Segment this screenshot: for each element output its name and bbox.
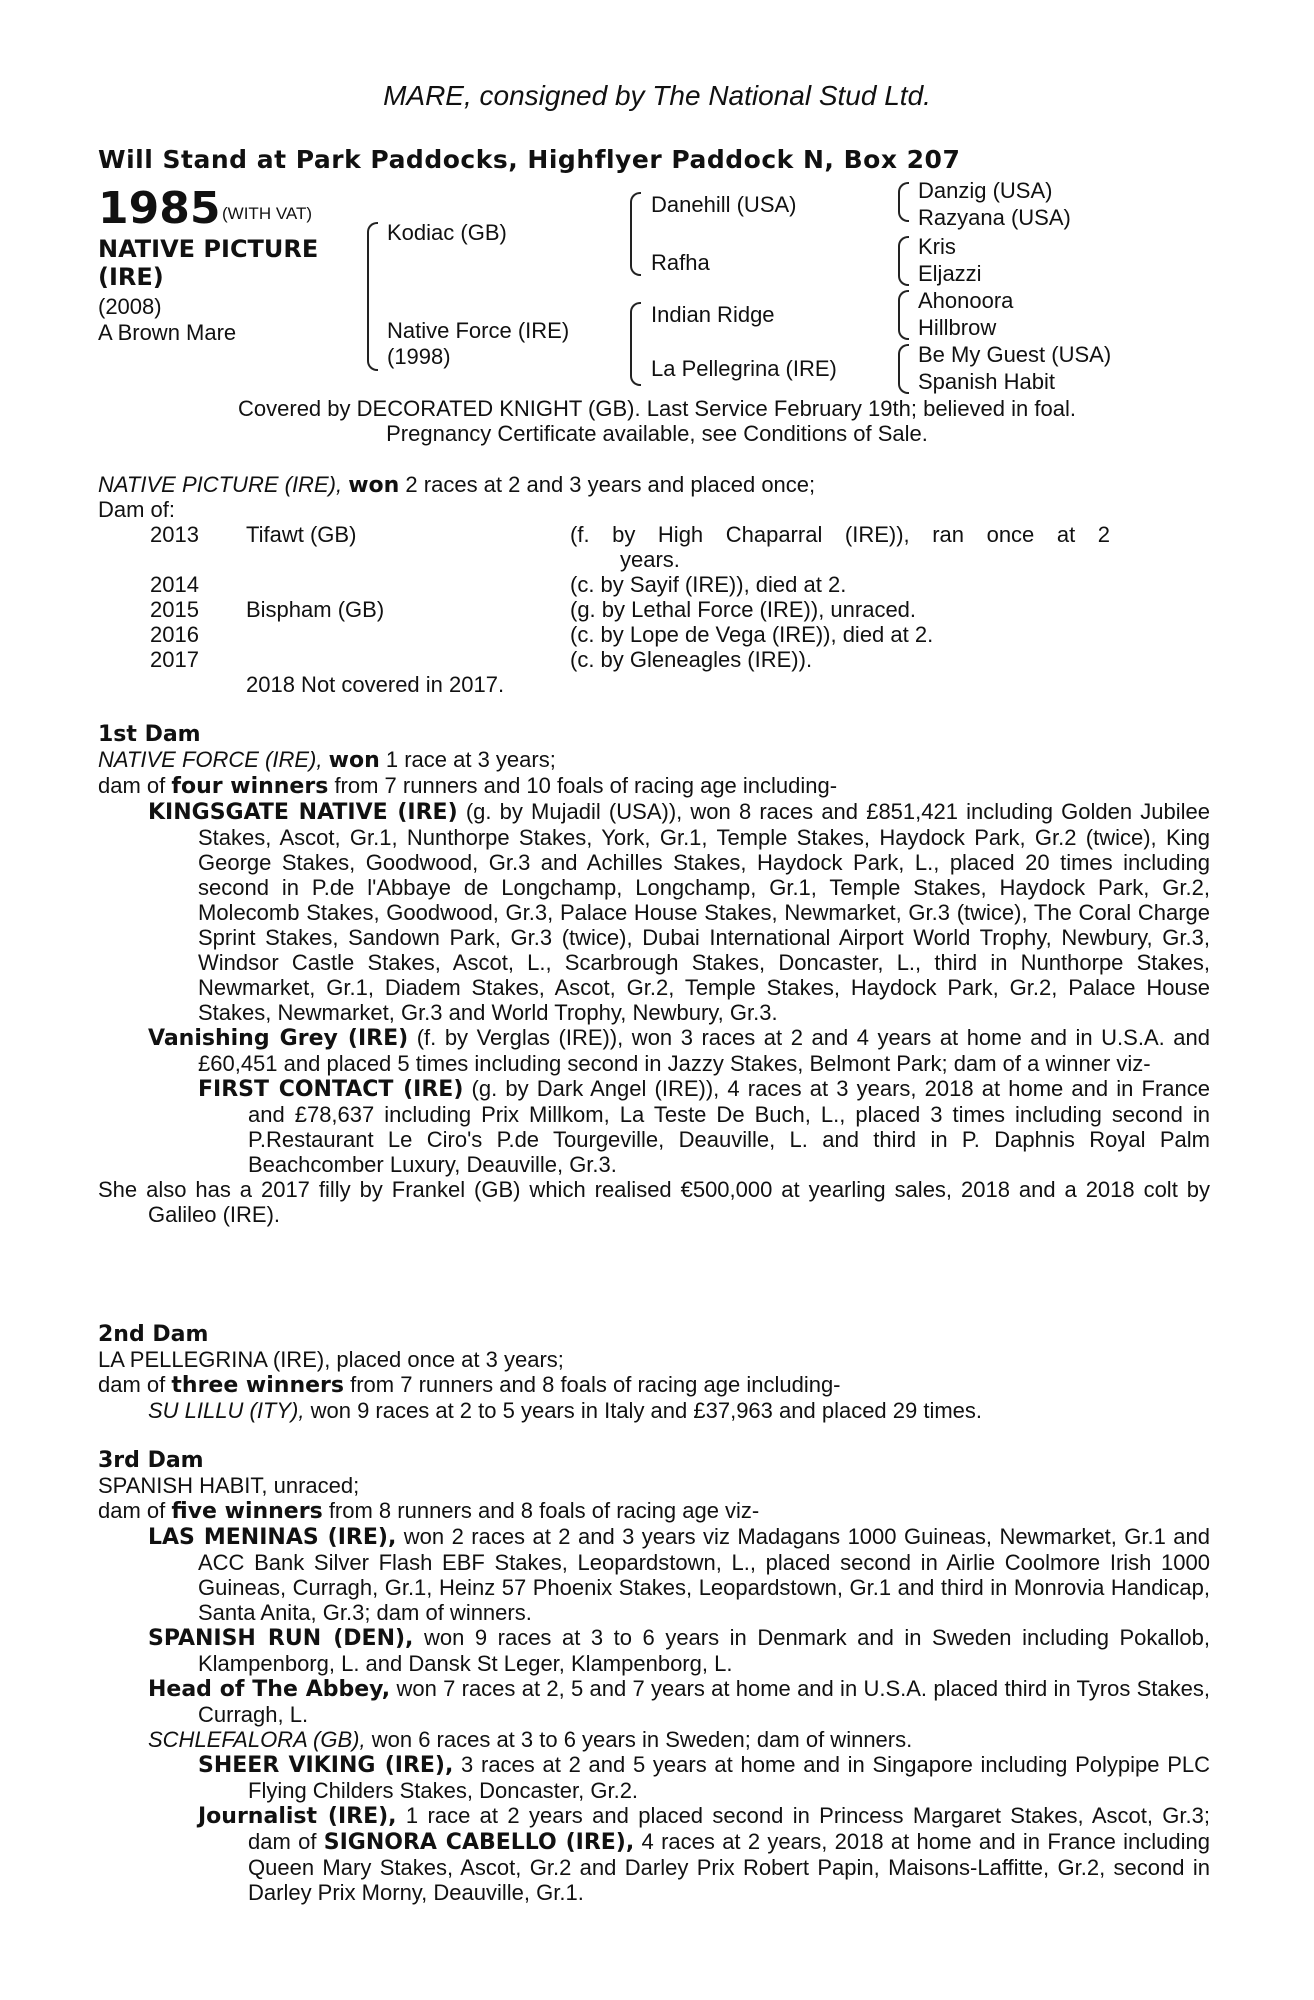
dam-of-winners: five winners [171,1499,323,1524]
produce-note-cont: years. [620,547,680,572]
runner-text: won 9 races at 2 to 5 years in Italy and £37,963 and placed 29 times. [310,1398,983,1423]
runner-text: (f. by Verglas (IRE)), won 3 races at 2 and 4 years at home and in U.S.A. and £60,451 and placed 5 times including second in Jazzy Stakes, Belmont Park; dam of a winner viz- [198,1025,1210,1076]
runner-name: SCHLEFALORA (GB), [148,1727,366,1752]
mare-record-won: won [348,473,400,498]
pedigree-dam-dam: La Pellegrina (IRE) [651,356,837,381]
runner-text: won 9 races at 3 to 6 years in Denmark and in Sweden including Pokallob, Klampenborg, L. and Dansk St Leger, Klampenborg, L. [198,1625,1210,1676]
pedigree-sds: Kris [918,234,956,259]
produce-year: 2016 [150,622,199,647]
produce-name: Tifawt (GB) [246,522,357,547]
su-lillu-entry [148,1398,1210,1423]
las-meninas-entry [148,1524,1210,1625]
first-dam-won: won [328,748,380,773]
first-contact-entry [198,1076,1210,1177]
pedigree-brace-ss [898,182,909,222]
produce-year: 2017 [150,647,199,672]
horse-description: A Brown Mare [98,320,237,345]
runner-text: won 6 races at 3 to 6 years in Sweden; dam of winners. [371,1727,913,1752]
produce-year: 2013 [150,522,199,547]
pedigree-brace-sd [898,236,909,286]
journalist-entry [198,1803,1210,1905]
first-dam-line [98,747,1210,773]
runner-name: Journalist (IRE), [198,1804,397,1829]
third-dam-of [98,1498,1210,1524]
third-dam-section [98,1448,1210,1905]
runner-name: KINGSGATE NATIVE (IRE) [148,800,458,825]
also-note: She also has a 2017 filly by Frankel (GB) which realised €500,000 at yearling sales, 2018 and a 2018 colt by Galileo (IRE). [98,1177,1210,1227]
dam-of-label: Dam of: [98,497,176,522]
third-dam-line: SPANISH HABIT, unraced; [98,1473,360,1498]
dam-of-text: dam of [98,1498,166,1523]
runner-name: FIRST CONTACT (IRE) [198,1077,464,1102]
runner-name: SPANISH RUN (DEN), [148,1626,414,1651]
dam-of-text: dam of [98,773,166,798]
runner-text: won 7 races at 2, 5 and 7 years at home and in U.S.A. placed third in Tyros Stakes, Curragh, L. [198,1676,1210,1727]
pedigree-brace-main [367,222,378,371]
covering-line-2: Pregnancy Certificate available, see Conditions of Sale. [386,421,928,446]
pedigree-sire: Kodiac (GB) [387,220,507,245]
pedigree-dam-sire: Indian Ridge [651,302,775,327]
pedigree-ddd: Spanish Habit [918,369,1055,394]
horse-suffix: (IRE) [98,263,164,291]
pedigree-brace-dam [630,302,641,386]
pedigree-sire-sire: Danehill (USA) [651,192,797,217]
first-dam-section [98,722,1210,1227]
covering-line-1: Covered by DECORATED KNIGHT (GB). Last Service February 19th; believed in foal. [238,396,1076,421]
mare-record-text: 2 races at 2 and 3 years and placed once; [405,472,816,497]
horse-year: (2008) [98,294,162,319]
lot-number: 1985 [98,183,221,234]
schlefalora-entry [148,1727,1210,1752]
location-line: Will Stand at Park Paddocks, Highflyer Paddock N, Box 207 [98,145,961,174]
runner-text: won 2 races at 2 and 3 years viz Madagans 1000 Guineas, Newmarket, Gr.1 and ACC Bank Silver Flash EBF Stakes, Leopardstown, L., placed second in Airlie Coolmore Irish 1000 Guineas, Curragh, Gr.1, Heinz 57 Phoenix Stakes, Leopardstown, Gr.1 and third in Monrovia Handicap, Santa Anita, Gr.3; dam of winners. [198,1524,1210,1625]
runner-name: SHEER VIKING (IRE), [198,1753,454,1778]
section-heading: 3rd Dam [98,1448,204,1473]
produce-note: (c. by Gleneagles (IRE)). [570,647,813,672]
produce-note: (f. by High Chaparral (IRE)), ran once at 2 [570,522,1110,547]
runner-text: 1 race at 2 years and placed second in Princess Margaret Stakes, Ascot, Gr.3; dam of [248,1803,1210,1854]
runner-text: (g. by Mujadil (USA)), won 8 races and £851,421 including Golden Jubilee Stakes, Ascot, Gr.1, Nunthorpe Stakes, York, Gr.1, Temple Stakes, Haydock Park, Gr.2 (twice), King George Stakes, Goodwood, Gr.3 and Achilles Stakes, Haydock Park, L., placed 20 times including second in P.de l'Abbaye de Longchamp, Longchamp, Gr.1, Temple Stakes, Haydock Park, Gr.2, Molecomb Stakes, Goodwood, Gr.3, Palace House Stakes, Newmarket, Gr.3 (twice), The Coral Charge Sprint Stakes, Sandown Park, Gr.3 (twice), Dubai International Airport World Trophy, Newbury, Gr.3, Windsor Castle Stakes, Ascot, L., Scarbrough Stakes, Doncaster, L., third in Nunthorpe Stakes, Newmarket, Gr.1, Diadem Stakes, Ascot, Gr.2, Temple Stakes, Haydock Park, Gr.2, Palace House Stakes, Newmarket, Gr.3 and World Trophy, Newbury, Gr.3. [198,799,1210,1025]
pedigree-sss: Danzig (USA) [918,178,1053,203]
kingsgate-native-entry [148,799,1210,1025]
dam-of-runners: from 7 runners and 8 foals of racing age including- [350,1372,841,1397]
second-dam-section [98,1322,1210,1423]
pedigree-ssd: Razyana (USA) [918,205,1071,230]
pedigree-sire-dam: Rafha [651,250,710,275]
vanishing-grey-entry [148,1025,1210,1076]
dam-of-winners: four winners [171,774,329,799]
produce-year: 2015 [150,597,199,622]
runner-name: LAS MENINAS (IRE), [148,1525,397,1550]
consignor-line: MARE, consigned by The National Stud Ltd. [383,80,931,111]
pedigree-brace-ds [898,290,909,340]
first-dam-summary: 1 race at 3 years; [385,747,556,772]
head-of-the-abbey-entry [148,1676,1210,1727]
produce-note: (c. by Sayif (IRE)), died at 2. [570,572,847,597]
produce-footnote: 2018 Not covered in 2017. [246,672,505,697]
runner-text: (g. by Dark Angel (IRE)), 4 races at 3 years, 2018 at home and in France and £78,637 including Prix Millkom, La Teste De Buch, L., placed 3 times including second in P.Restaurant Le Ciro's P.de Tourgeville, Deauville, L. and third in P. Daphnis Royal Palm Beachcomber Luxury, Deauville, Gr.3. [248,1076,1210,1177]
pedigree-sdd: Eljazzi [918,261,982,286]
section-heading: 2nd Dam [98,1322,209,1347]
first-dam-of [98,773,1210,799]
mare-record-name: NATIVE PICTURE (IRE), [98,472,343,497]
pedigree-dds: Be My Guest (USA) [918,342,1112,367]
produce-year: 2014 [150,572,199,597]
produce-note: (c. by Lope de Vega (IRE)), died at 2. [570,622,934,647]
spanish-run-entry [148,1625,1210,1676]
sheer-viking-entry [198,1752,1210,1803]
second-dam-of [98,1372,1210,1398]
first-dam-name: NATIVE FORCE (IRE), [98,747,323,772]
dam-of-text: dam of [98,1372,166,1397]
second-dam-line: LA PELLEGRINA (IRE), placed once at 3 years; [98,1347,564,1372]
pedigree-dss: Ahonoora [918,288,1014,313]
pedigree-dsd: Hillbrow [918,315,997,340]
vat-note: (WITH VAT) [222,204,313,223]
produce-note: (g. by Lethal Force (IRE)), unraced. [570,597,917,622]
section-heading: 1st Dam [98,722,201,747]
pedigree-brace-dd [898,344,909,394]
runner-name: SU LILLU (ITY), [148,1398,305,1423]
dam-of-winners: three winners [171,1373,344,1398]
produce-name: Bispham (GB) [246,597,385,622]
runner-name: SIGNORA CABELLO (IRE), [323,1830,635,1855]
runner-text: 3 races at 2 and 5 years at home and in Singapore including Polypipe PLC Flying Childers Stakes, Doncaster, Gr.2. [248,1752,1210,1803]
horse-name: NATIVE PICTURE [98,235,319,263]
runner-name: Head of The Abbey, [148,1677,391,1702]
runner-name: Vanishing Grey (IRE) [148,1026,409,1051]
mare-record [98,472,815,498]
pedigree-dam: Native Force (IRE) [387,318,570,343]
dam-of-runners: from 8 runners and 8 foals of racing age viz- [328,1498,760,1523]
runner-text: 4 races at 2 years, 2018 at home and in France including Queen Mary Stakes, Ascot, Gr.2 and Darley Prix Robert Papin, Maisons-Laffitte, Gr.2, second in Darley Prix Morny, Deauville, Gr.1. [248,1829,1210,1905]
dam-of-runners: from 7 runners and 10 foals of racing age including- [334,773,838,798]
pedigree-dam-year: (1998) [387,344,451,369]
pedigree-brace-sire [630,192,641,276]
